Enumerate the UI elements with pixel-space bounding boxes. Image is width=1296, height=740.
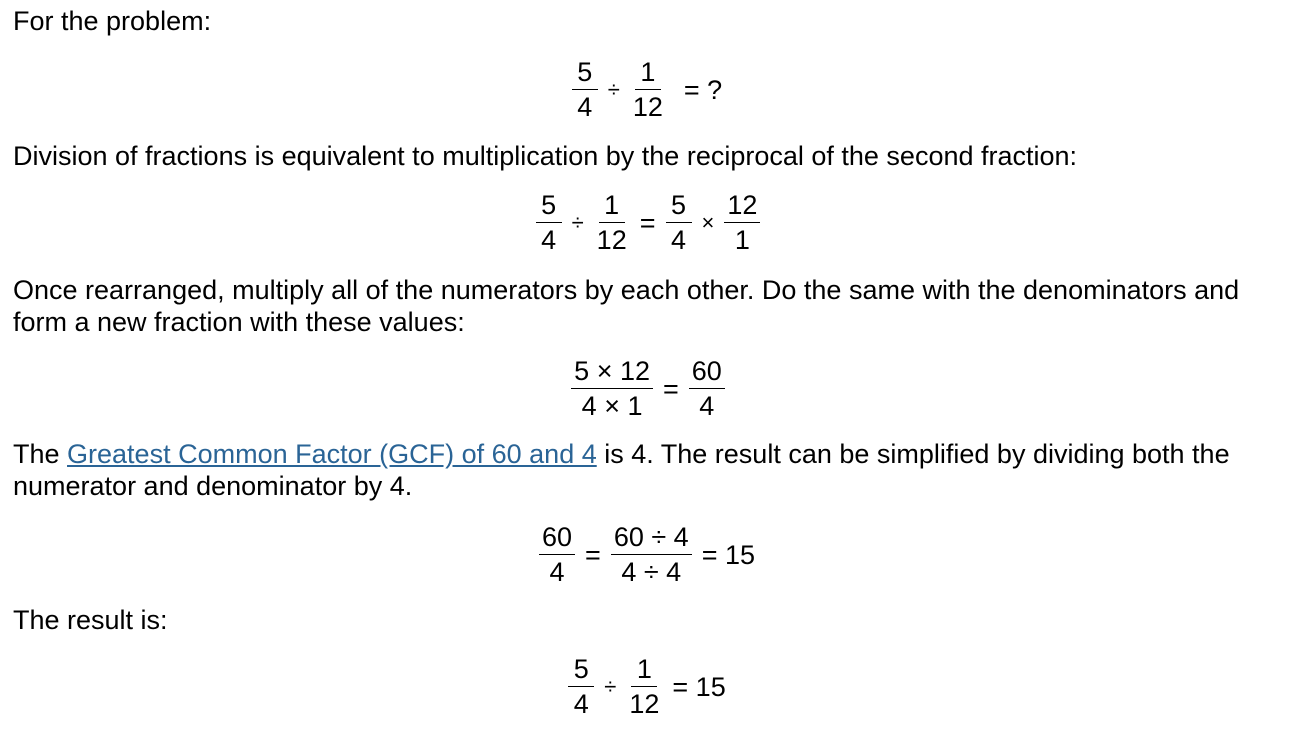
denominator: 1 [734,225,750,255]
equation-result: = ? [683,74,723,105]
gcf-text-before: The [13,439,68,469]
denominator: 4 [699,391,715,421]
simplification-equation [0,523,1296,586]
numerator: 60 [539,523,575,555]
final-equation [0,655,1296,718]
numerator: 12 [724,191,760,223]
gcf-text-after: is 4. The result can be simplified by dividing both the numerator and denominator by 4. [13,439,1230,501]
fraction [571,357,653,420]
denominator: 4 × 1 [581,391,643,421]
numerator: 5 [572,58,598,90]
equation-result: = 15 [672,671,726,702]
fraction [572,58,598,121]
fraction [539,523,575,586]
divide-operator: ÷ [571,209,584,235]
equals-sign: = [639,207,656,238]
denominator: 4 [577,92,593,122]
denominator: 4 [573,689,589,719]
numerator: 60 [689,357,725,389]
reciprocal-equation [0,191,1296,254]
denominator: 4 [670,225,687,255]
denominator: 12 [596,225,627,255]
multiply-explanation: Once rearranged, multiply all of the numerators by each other. Do the same with the denominators and form a new fraction with these values: [13,275,1240,337]
multiply-operator: × [701,209,715,235]
numerator: 5 × 12 [571,357,653,389]
divide-operator: ÷ [607,76,620,102]
numerator: 1 [631,655,657,687]
result-intro: The result is: [13,605,168,635]
fraction [630,58,666,121]
numerator: 1 [635,58,661,90]
fraction [611,523,692,586]
fraction [594,191,630,254]
reciprocal-explanation: Division of fractions is equivalent to multiplication by the reciprocal of the second fraction: [13,141,1078,171]
denominator: 4 ÷ 4 [621,557,682,587]
fraction [568,655,594,718]
multiplication-equation [0,357,1296,420]
fraction [689,357,725,420]
denominator: 12 [632,92,663,122]
fraction [724,191,760,254]
numerator: 5 [536,191,562,223]
numerator: 5 [666,191,692,223]
intro-text: For the problem: [13,6,212,36]
equals-sign: = [585,539,601,570]
denominator: 4 [549,557,565,587]
numerator: 1 [599,191,625,223]
equation-result: = 15 [701,539,755,570]
problem-equation [0,58,1296,121]
fraction [626,655,662,718]
numerator: 60 ÷ 4 [611,523,692,555]
gcf-link[interactable]: Greatest Common Factor (GCF) of 60 and 4 [67,439,597,469]
fraction [536,191,562,254]
denominator: 4 [541,225,557,255]
fraction [666,191,692,254]
equals-sign: = [663,373,679,404]
divide-operator: ÷ [604,673,617,699]
gcf-explanation [13,438,1283,502]
denominator: 12 [629,689,660,719]
numerator: 5 [568,655,594,687]
